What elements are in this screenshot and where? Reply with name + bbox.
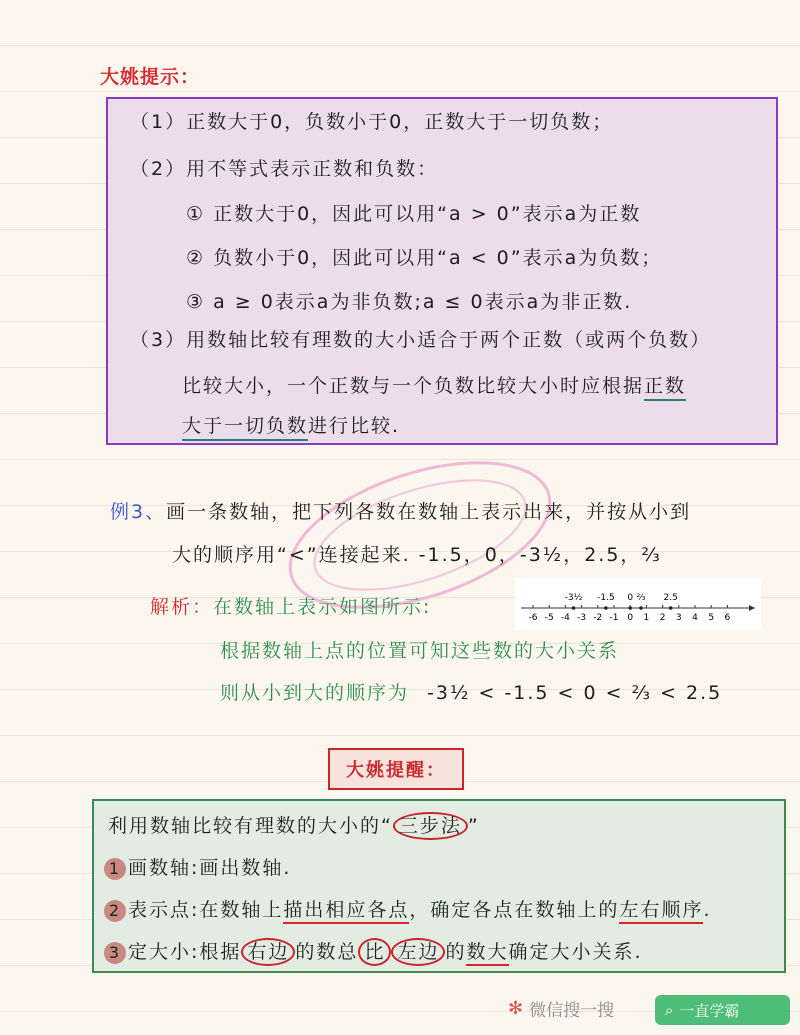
axis-point [604, 606, 608, 610]
step-2-underline-2: 左右顺序 [619, 899, 703, 924]
axis-arrow-icon [749, 605, 755, 611]
example-line-1 [110, 497, 691, 524]
hint-point-3-end: 进行比较. [308, 415, 401, 437]
axis-point [628, 606, 632, 610]
circled-right-side: 右边 [241, 938, 295, 966]
analysis-text-3: 则从小到大的顺序为 [220, 682, 410, 704]
search-pill-button[interactable] [655, 995, 790, 1025]
axis-point-label: -1.5 [597, 593, 615, 603]
example-text-1: 画一条数轴，把下列各数在数轴上表示出来，并按从小到 [166, 501, 692, 523]
axis-tick-label: -5 [544, 613, 554, 623]
step-3-text-d: 的 [445, 941, 467, 963]
step-1-badge: 1 [104, 858, 126, 880]
step-3-badge: 3 [104, 942, 126, 964]
axis-tick-label: -2 [593, 613, 603, 623]
hint-title: 大姚提示： [100, 66, 201, 88]
number-axis [515, 578, 761, 630]
axis-tick-label: -6 [528, 613, 538, 623]
step-2-mid: ，确定各点在数轴上的 [409, 899, 620, 921]
remind-intro [108, 811, 480, 838]
step-3-text-a: 定大小:根据 [128, 941, 242, 963]
axis-tick-label: 6 [724, 613, 731, 623]
step-2-end: . [703, 899, 712, 921]
hint-point-2c: ③ a ≥ 0表示a为非负数;a ≤ 0表示a为非正数. [186, 291, 633, 313]
number-axis-figure [515, 578, 761, 630]
search-icon: ⌕ [665, 1001, 674, 1019]
hint-point-3-text: 比较大小，一个正数与一个负数比较大小时应根据 [182, 375, 645, 397]
hint-point-3-line2 [182, 371, 686, 398]
analysis-line-1 [150, 592, 431, 619]
axis-point-label: 2.5 [663, 593, 678, 603]
axis-point-label: 0 [627, 593, 634, 603]
step-3-text-b: 的数总 [295, 941, 359, 963]
axis-point [639, 606, 643, 610]
axis-tick-label: -1 [609, 613, 619, 623]
remind-box [92, 799, 786, 973]
circled-three-steps: 三步法 [393, 812, 468, 840]
hint-point-2b: ② 负数小于0，因此可以用“a < 0”表示a为负数； [186, 247, 663, 269]
search-pill-text: 一直学霸 [679, 1001, 740, 1020]
axis-tick-label: 5 [708, 613, 715, 623]
hint-underline-positive: 正数 [644, 375, 686, 401]
axis-tick-label: 4 [692, 613, 698, 623]
circled-than: 比 [358, 938, 391, 966]
analysis-line-2: 根据数轴上点的位置可知这些数的大小关系 [220, 640, 620, 662]
axis-tick-label: 0 [627, 613, 634, 623]
step-3-text-e: 确定大小关系. [508, 941, 643, 963]
axis-point-label: ⅔ [636, 593, 646, 603]
axis-tick-label: 3 [675, 613, 682, 623]
step-1 [104, 853, 291, 880]
axis-point-label: -3½ [564, 593, 583, 603]
hint-point-2: （2）用不等式表示正数和负数： [130, 158, 439, 180]
wechat-search-tag [508, 996, 614, 1021]
step-3-underline: 数大 [466, 941, 508, 966]
step-3 [104, 937, 643, 964]
example-line-2: 大的顺序用“<”连接起来. -1.5，0，-3½，2.5，⅔ [172, 544, 662, 566]
axis-tick-label: 1 [643, 613, 650, 623]
hint-box [106, 97, 778, 445]
axis-tick-label: -3 [577, 613, 587, 623]
hint-point-3-line1: （3）用数轴比较有理数的大小适合于两个正数（或两个负数） [130, 329, 712, 351]
analysis-order: -3½ < -1.5 < 0 < ⅔ < 2.5 [427, 682, 723, 704]
wechat-search-label: 微信搜一搜 [529, 1001, 615, 1021]
remind-intro-end: ” [467, 815, 480, 837]
example-label: 例3、 [110, 501, 167, 523]
axis-tick-label: -4 [560, 613, 570, 623]
axis-tick-label: 2 [659, 613, 666, 623]
hint-point-1: （1）正数大于0，负数小于0，正数大于一切负数； [130, 111, 614, 133]
step-2 [104, 895, 712, 922]
step-1-text: 画数轴:画出数轴. [128, 857, 292, 879]
analysis-line-3 [220, 678, 722, 705]
remind-title: 大姚提醒： [328, 748, 464, 790]
analysis-text-1: 在数轴上表示如图所示: [213, 596, 432, 618]
hint-point-2a: ① 正数大于0，因此可以用“a > 0”表示a为正数 [186, 203, 642, 225]
step-2-badge: 2 [104, 900, 126, 922]
hint-underline-greater: 大于一切负数 [182, 415, 308, 441]
axis-point [572, 606, 576, 610]
remind-intro-text: 利用数轴比较有理数的大小的“ [108, 815, 393, 837]
analysis-label: 解析： [150, 596, 214, 618]
circled-left-side: 左边 [391, 938, 445, 966]
hint-point-3-line3 [182, 411, 400, 438]
wechat-search-icon: ✻ [508, 998, 524, 1019]
step-2-underline-1: 描出相应各点 [283, 899, 409, 924]
step-2-text: 表示点:在数轴上 [128, 899, 284, 921]
axis-point [669, 606, 673, 610]
